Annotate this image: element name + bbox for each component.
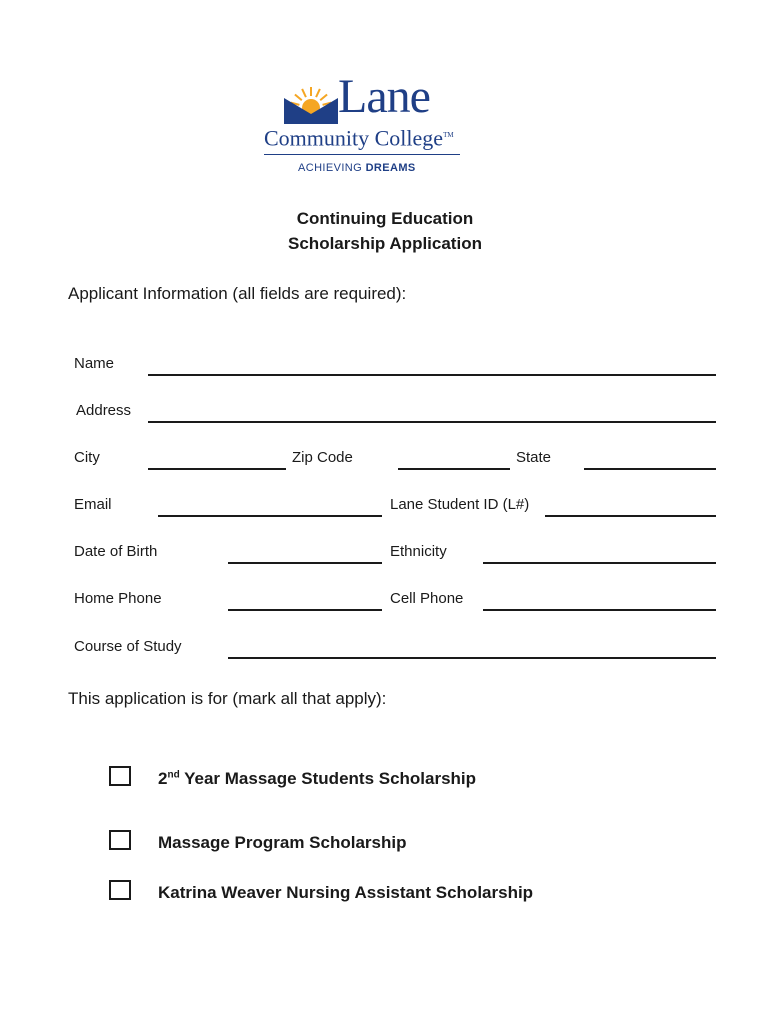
city-field[interactable] bbox=[148, 468, 286, 470]
option-label-second-year-massage: 2nd Year Massage Students Scholarship bbox=[158, 769, 477, 788]
zip-code-field[interactable] bbox=[398, 468, 510, 470]
college-logo bbox=[262, 70, 472, 180]
home-phone-label: Home Phone bbox=[74, 590, 162, 607]
ethnicity-label: Ethnicity bbox=[390, 543, 447, 560]
logo-tagline: ACHIEVING DREAMS bbox=[298, 162, 416, 174]
logo-wordmark: Lane bbox=[338, 70, 430, 123]
city-label: City bbox=[74, 449, 100, 466]
logo-trademark: TM bbox=[443, 131, 454, 139]
form-title-line-1: Continuing Education bbox=[296, 209, 474, 228]
applicant-section-heading: Applicant Information (all fields are required): bbox=[68, 284, 407, 303]
apply-section-heading: This application is for (mark all that apply): bbox=[68, 689, 387, 708]
email-label: Email bbox=[74, 496, 112, 513]
option-checkbox-katrina-weaver[interactable] bbox=[109, 880, 131, 900]
state-field[interactable] bbox=[584, 468, 716, 470]
sunrise-icon bbox=[284, 84, 338, 124]
name-field[interactable] bbox=[148, 374, 716, 376]
course-of-study-field[interactable] bbox=[228, 657, 716, 659]
logo-divider bbox=[264, 154, 460, 155]
date-of-birth-field[interactable] bbox=[228, 562, 382, 564]
date-of-birth-label: Date of Birth bbox=[74, 543, 158, 560]
cell-phone-field[interactable] bbox=[483, 609, 716, 611]
cell-phone-label: Cell Phone bbox=[390, 590, 464, 607]
email-field[interactable] bbox=[158, 515, 382, 517]
form-title-line-2: Scholarship Application bbox=[288, 234, 482, 253]
logo-college-name: Community College™ bbox=[264, 125, 454, 151]
option-label-katrina-weaver: Katrina Weaver Nursing Assistant Scholarship bbox=[158, 883, 534, 902]
zip-code-label: Zip Code bbox=[292, 449, 353, 466]
address-label: Address bbox=[76, 402, 132, 419]
name-label: Name bbox=[74, 355, 115, 372]
option-checkbox-massage-program[interactable] bbox=[109, 830, 131, 850]
state-label: State bbox=[516, 449, 552, 466]
option-checkbox-second-year-massage[interactable] bbox=[109, 766, 131, 786]
student-id-field[interactable] bbox=[545, 515, 716, 517]
student-id-label: Lane Student ID (L#) bbox=[390, 496, 530, 513]
ethnicity-field[interactable] bbox=[483, 562, 716, 564]
address-field[interactable] bbox=[148, 421, 716, 423]
course-of-study-label: Course of Study bbox=[74, 638, 182, 655]
home-phone-field[interactable] bbox=[228, 609, 382, 611]
option-label-massage-program: Massage Program Scholarship bbox=[158, 833, 407, 852]
